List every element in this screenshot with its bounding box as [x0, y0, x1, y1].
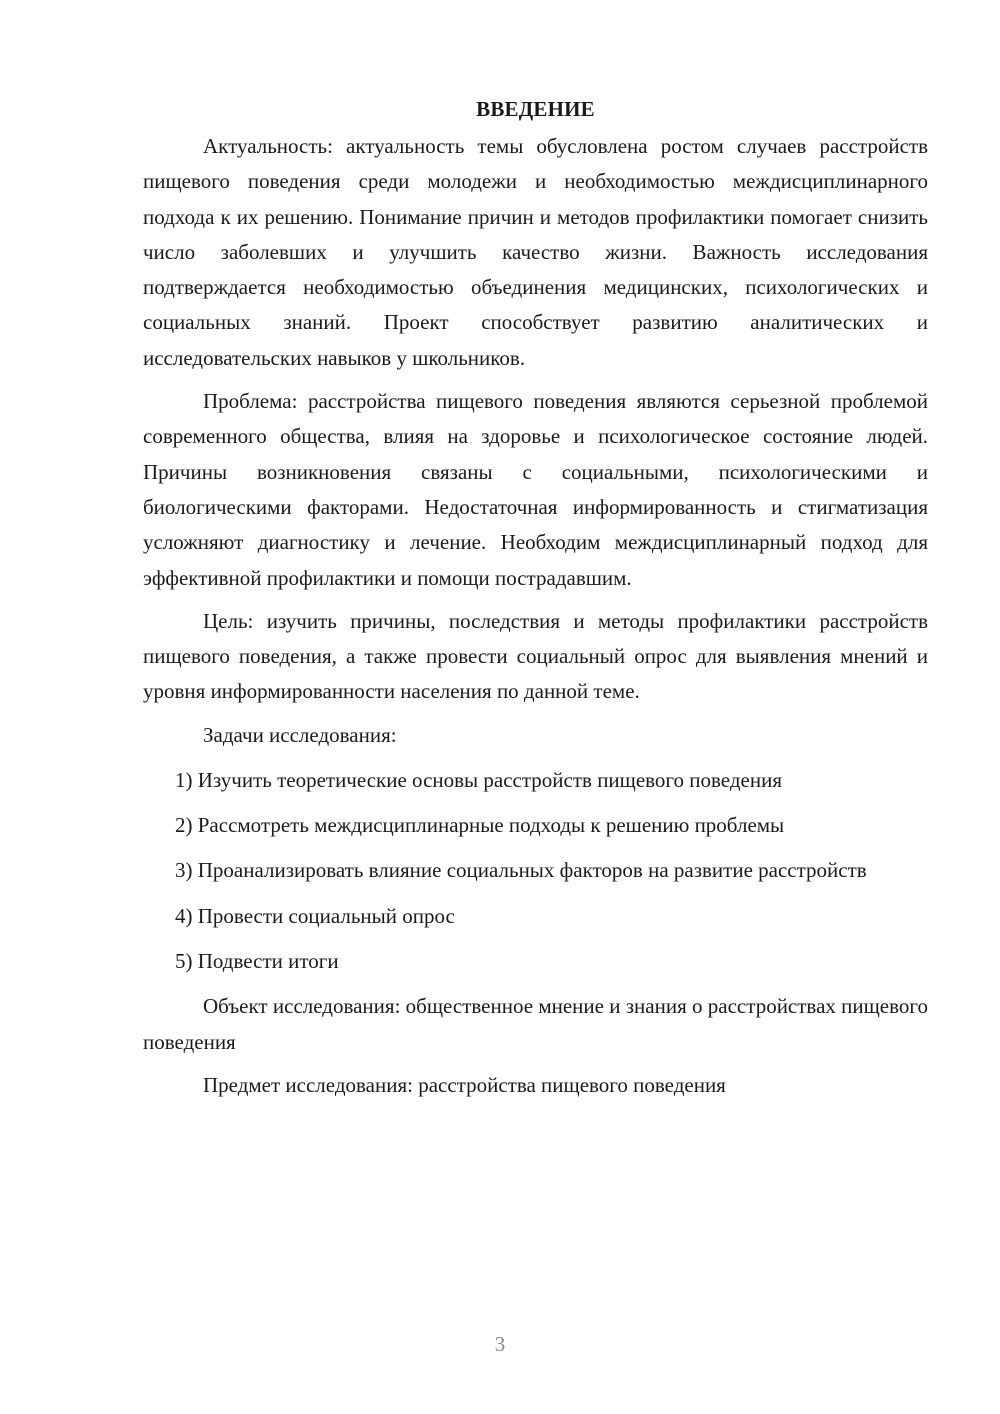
task-item-1: 1) Изучить теоретические основы расстройств пищевого поведения: [175, 767, 782, 792]
paragraph-subject: Предмет исследования: расстройства пищевого поведения: [203, 1072, 726, 1097]
paragraph-problem: Проблема: расстройства пищевого поведения являются серьезной проблемой современного общества, влияя на здоровье и психологическое состояние людей. Причины возникновения связаны с социальными, психологическими и биологическими факторами. Недостаточная информированность и стигматизация усложняют диагностику и лечение. Необходим междисциплинарный подход для эффективной профилактики и помощи пострадавшим.: [143, 389, 928, 590]
task-item-2: 2) Рассмотреть междисциплинарные подходы к решению проблемы: [175, 813, 785, 838]
paragraph-object: Объект исследования: общественное мнение и знания о расстройствах пищевого поведения: [143, 994, 928, 1054]
paragraph-relevance: Актуальность: актуальность темы обусловлена ростом случаев расстройств пищевого поведения среди молодежи и необходимостью междисциплинарного подхода к их решению. Понимание причин и методов профилактики помогает снизить число заболевших и улучшить качество жизни. Важность исследования подтверждается необходимостью объединения медицинских, психологических и социальных знаний. Проект способствует развитию аналитических и исследовательских навыков у школьников.: [143, 134, 928, 370]
task-item-4: 4) Провести социальный опрос: [175, 903, 455, 928]
tasks-heading: Задачи исследования:: [203, 722, 397, 747]
task-item-3: 3) Проанализировать влияние социальных факторов на развитие расстройств: [175, 858, 867, 883]
page-title: ВВЕДЕНИЕ: [476, 97, 595, 121]
page-number: 3: [494, 1332, 506, 1356]
paragraph-goal: Цель: изучить причины, последствия и методы профилактики расстройств пищевого поведения, а также провести социальный опрос для выявления мнений и уровня информированности населения по данной теме.: [143, 608, 928, 704]
document-page: [143, 92, 928, 1111]
task-item-5: 5) Подвести итоги: [175, 948, 339, 973]
